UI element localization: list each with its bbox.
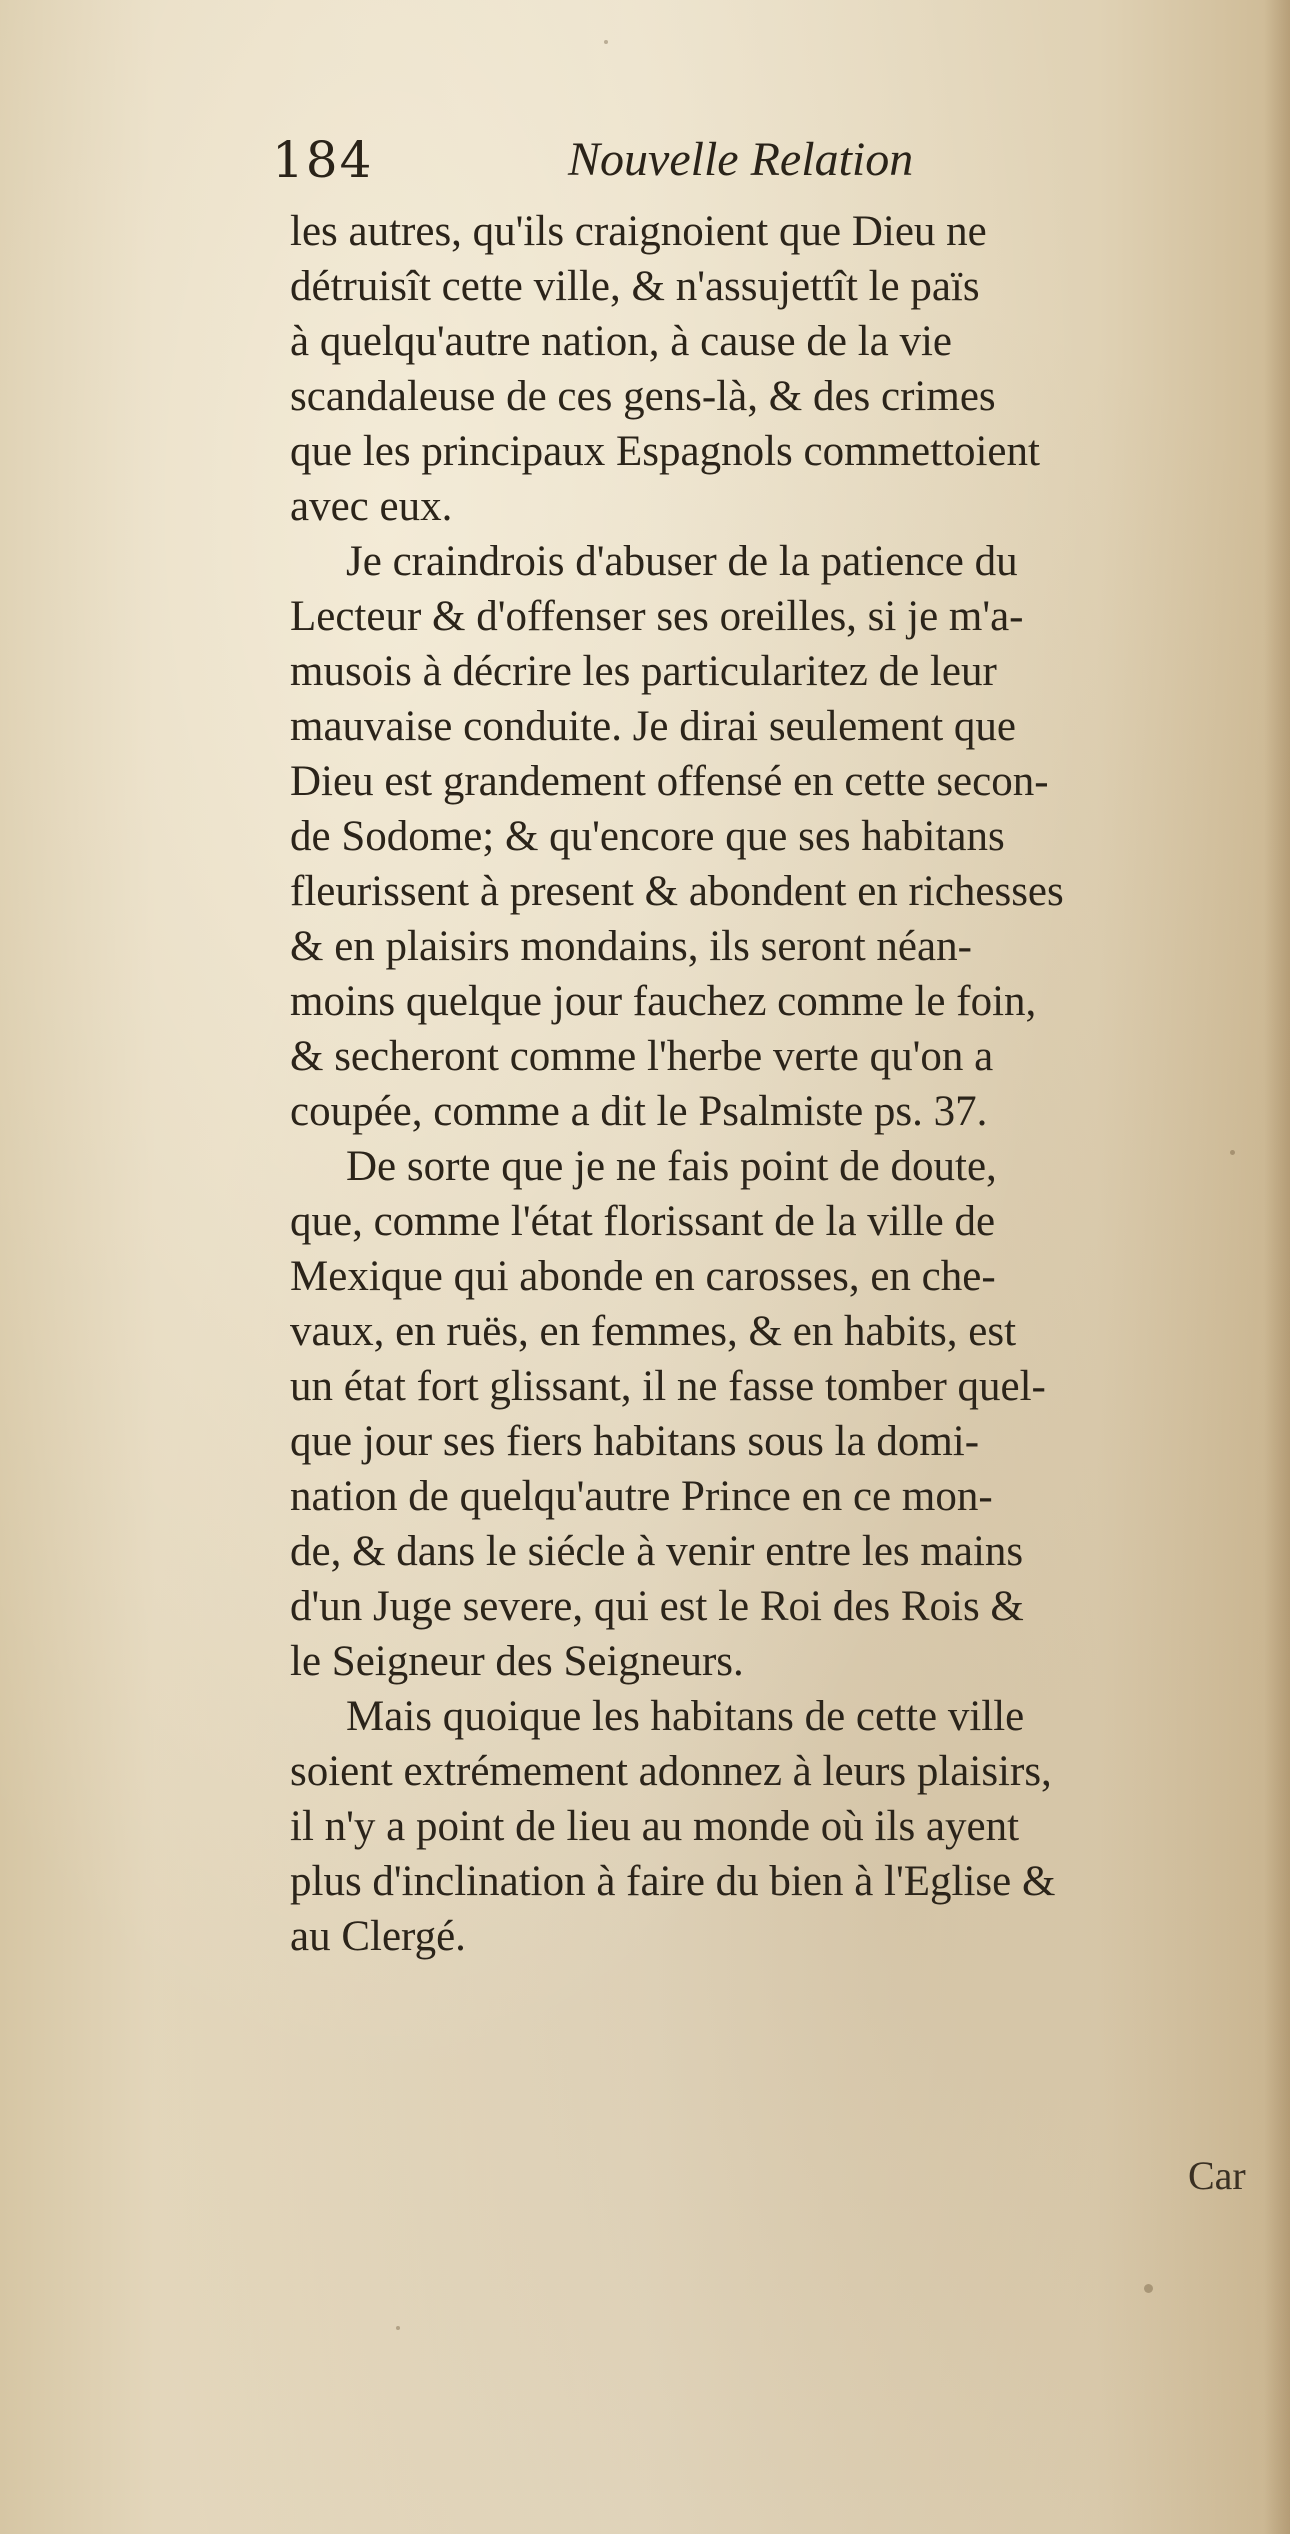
- body-text: [290, 204, 1270, 1964]
- text-line: d'un Juge severe, qui est le Roi des Rois &: [290, 1583, 1024, 1630]
- paper-speck: [1230, 1150, 1235, 1155]
- text-line: de Sodome; & qu'encore que ses habitans: [290, 813, 1005, 860]
- text-line: mauvaise conduite. Je dirai seulement que: [290, 703, 1016, 750]
- text-line: vaux, en ruës, en femmes, & en habits, est: [290, 1308, 1017, 1355]
- text-line: de, & dans le siécle à venir entre les mains: [290, 1528, 1024, 1575]
- text-line: avec eux.: [290, 483, 453, 530]
- paragraph-start-line: De sorte que je ne fais point de doute,: [346, 1143, 997, 1190]
- catchword: Car: [1188, 2153, 1246, 2198]
- paragraph-start-line: Mais quoique les habitans de cette ville: [346, 1693, 1025, 1740]
- text-line: Lecteur & d'offenser ses oreilles, si je m'a-: [290, 593, 1024, 640]
- text-line: un état fort glissant, il ne fasse tomber quel-: [290, 1363, 1046, 1410]
- text-line: scandaleuse de ces gens-là, & des crimes: [290, 373, 996, 420]
- text-line: détruisît cette ville, & n'assujettît le païs: [290, 263, 980, 310]
- text-line: que les principaux Espagnols commettoient: [290, 428, 1040, 475]
- text-line: à quelqu'autre nation, à cause de la vie: [290, 318, 953, 365]
- page-header: [272, 120, 1152, 200]
- text-line: & secheront comme l'herbe verte qu'on a: [290, 1033, 994, 1080]
- page-number: 184: [272, 131, 374, 189]
- paper-speck: [604, 40, 608, 44]
- paper-speck: [396, 2326, 400, 2330]
- text-line: nation de quelqu'autre Prince en ce mon-: [290, 1473, 993, 1520]
- text-line: Mexique qui abonde en carosses, en che-: [290, 1253, 996, 1300]
- text-line: au Clergé.: [290, 1913, 466, 1960]
- paper-speck: [1144, 2284, 1153, 2293]
- text-line: le Seigneur des Seigneurs.: [290, 1638, 744, 1685]
- text-line: moins quelque jour fauchez comme le foin,: [290, 978, 1037, 1025]
- text-line: Dieu est grandement offensé en cette secon-: [290, 758, 1049, 805]
- text-line: & en plaisirs mondains, ils seront néan-: [290, 923, 972, 970]
- text-line: fleurissent à present & abondent en richesses: [290, 868, 1064, 915]
- text-line: il n'y a point de lieu au monde où ils ayent: [290, 1803, 1020, 1850]
- running-title: Nouvelle Relation: [568, 133, 914, 186]
- paragraph-start-line: Je craindrois d'abuser de la patience du: [346, 538, 1018, 585]
- text-line: que jour ses fiers habitans sous la domi-: [290, 1418, 980, 1465]
- text-line: plus d'inclination à faire du bien à l'Eglise &: [290, 1858, 1056, 1905]
- text-line: musois à décrire les particularitez de leur: [290, 648, 997, 695]
- text-line: que, comme l'état florissant de la ville de: [290, 1198, 996, 1245]
- text-line: les autres, qu'ils craignoient que Dieu ne: [290, 208, 987, 255]
- text-line: coupée, comme a dit le Psalmiste ps. 37.: [290, 1088, 988, 1135]
- text-line: soient extrémement adonnez à leurs plaisirs,: [290, 1748, 1052, 1795]
